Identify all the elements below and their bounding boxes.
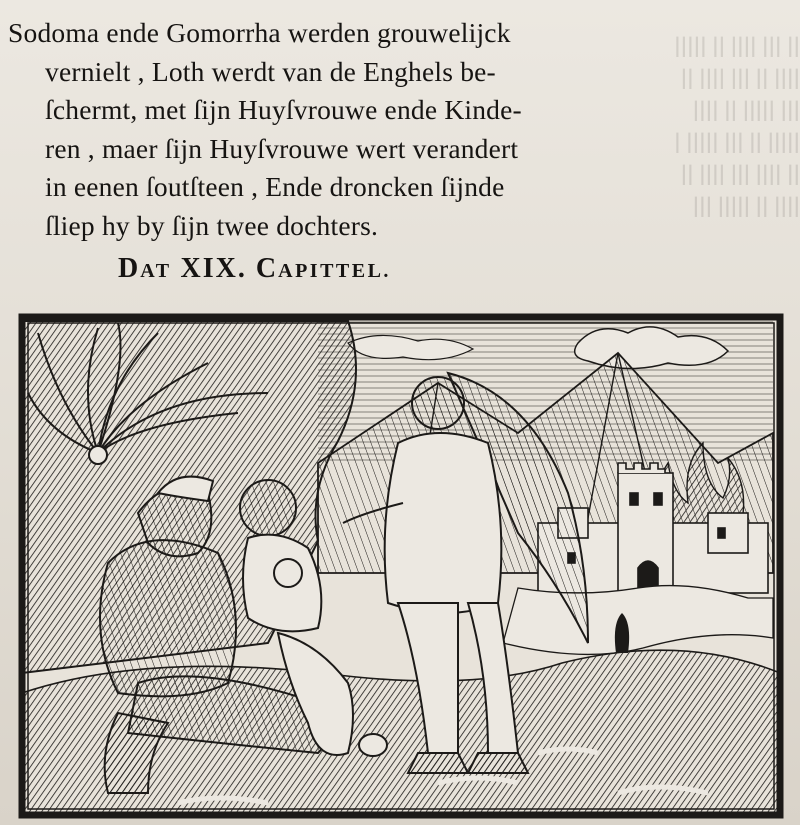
chapter-summary <box>8 14 698 245</box>
chapter-word-rest: APITTEL. <box>278 260 391 282</box>
summary-line: ren , maer ſijn Huyſvrouwe wert verandert <box>45 132 519 164</box>
summary-line: vernielt , Loth werdt van de Enghels be- <box>45 55 496 87</box>
chapter-numeral: XIX. <box>180 253 247 284</box>
summary-line: in eenen ſoutſteen , Ende droncken ſijnde <box>45 171 505 202</box>
chapter-word-initial: C <box>255 253 279 284</box>
woodcut-svg <box>18 313 784 819</box>
summary-line: ſliep hy by ſijn twee dochters. <box>45 209 379 241</box>
summary-line: ſchermt, met ſijn Huyſvrouwe ende Kinde- <box>45 94 522 125</box>
chapter-title <box>118 253 391 285</box>
woodcut-illustration <box>18 313 784 819</box>
show-through-text: ꟾꟾ ꟾꟾꟾ ꟾꟾꟾꟾ ꟾꟾ ꟾꟾꟾꟾꟾ ꟾꟾꟾꟾ ꟾꟾ ꟾꟾꟾ ꟾꟾꟾꟾ ꟾꟾ ꟾꟾꟾ ꟾꟾꟾꟾꟾ ꟾꟾ ꟾꟾꟾꟾ ꟾꟾꟾꟾꟾ ꟾꟾ ꟾꟾꟾ ꟾꟾꟾꟾꟾ ꟾ ꟾꟾ ꟾꟾꟾꟾ ꟾꟾꟾ ꟾꟾꟾꟾ ꟾꟾ ꟾꟾꟾꟾ ꟾꟾ ꟾꟾꟾꟾꟾ ꟾꟾꟾ <box>674 37 800 222</box>
chapter-word-initial: D <box>118 253 141 284</box>
chapter-word-rest: AT <box>140 260 172 282</box>
foliage-knot <box>89 446 107 464</box>
summary-line: Sodoma ende Gomorrha werden grouwelijck <box>8 17 511 48</box>
